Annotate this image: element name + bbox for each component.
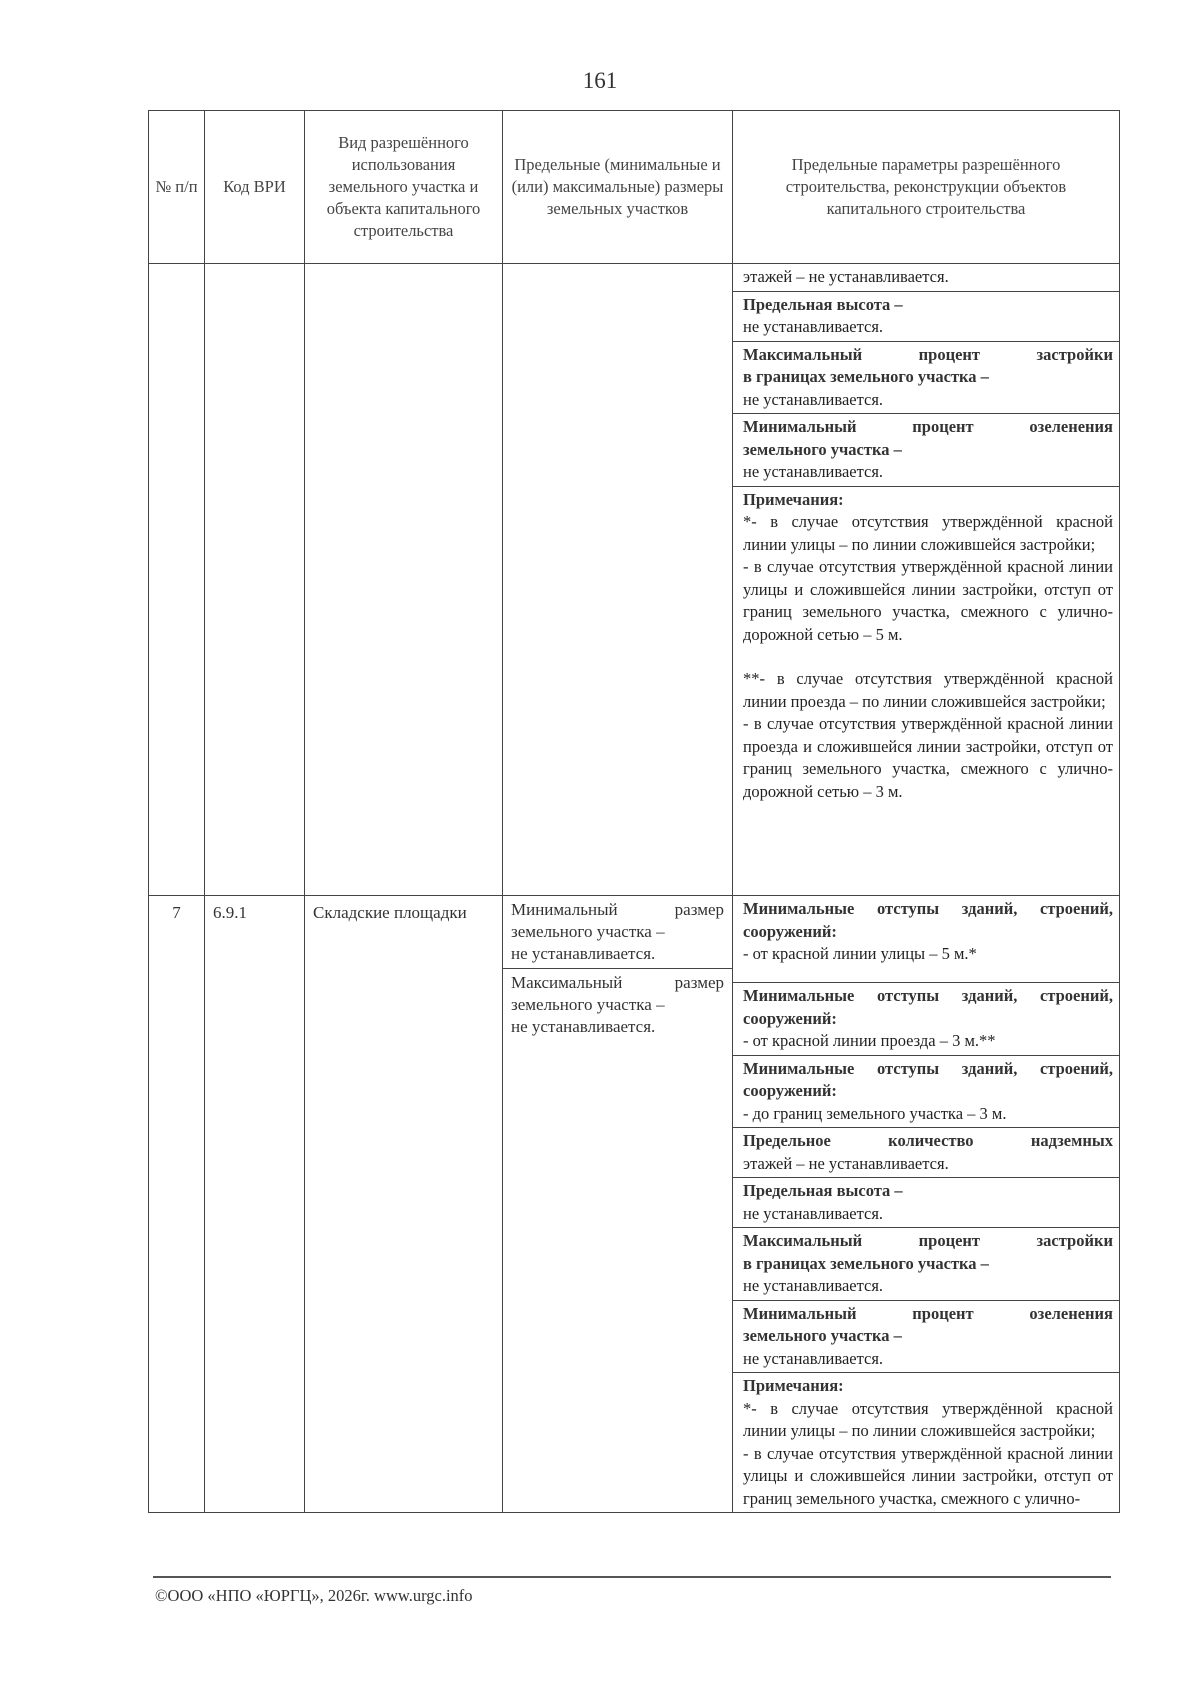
footer-divider <box>153 1576 1111 1578</box>
cell-empty-num <box>149 264 205 896</box>
param-max-height: Предельная высота – не устанавливается. <box>733 291 1119 341</box>
cell-parameters-row7 <box>733 896 1120 1513</box>
param-build-percent: Максимальный процент застройки в границах земельного участка – не устанавливается. <box>733 1227 1119 1300</box>
param-height: Предельная высота – не устанавливается. <box>733 1177 1119 1227</box>
cell-plot-sizes <box>503 896 733 1513</box>
header-number: № п/п <box>149 111 205 264</box>
header-plot-size: Предельные (минимальные и (или) максимальные) размеры земельных участков <box>503 111 733 264</box>
param-notes: Примечания: *- в случае отсутствия утверждённой красной линии улицы – по линии сложившейся застройки; - в случае отсутствия утверждённой красной линии улицы и сложившейся линии застройки, отступ от границ земельного участка, смежного с улично-дорожной сетью – 5 м. **- в случае отсутствия утверждённой красной линии проезда – по линии сложившейся застройки; - в случае отсутствия утверждённой красной линии проезда и сложившейся линии застройки, отступ от границ земельного участка, смежного с улично-дорожной сетью – 3 м. <box>733 486 1119 806</box>
cell-empty-size <box>503 264 733 896</box>
table-row-continued <box>149 264 1120 896</box>
header-parameters: Предельные параметры разрешённого строительства, реконструкции объектов капитального строительства <box>733 111 1120 264</box>
cell-row-number: 7 <box>149 896 205 1513</box>
header-use-type: Вид разрешённого использования земельного участка и объекта капитального строительства <box>305 111 503 264</box>
table-row-7 <box>149 896 1120 1513</box>
param-setback-boundary: Минимальные отступы зданий, строений, сооружений: - до границ земельного участка – 3 м. <box>733 1055 1119 1128</box>
cell-empty-use <box>305 264 503 896</box>
regulations-table <box>148 110 1120 1513</box>
cell-empty-code <box>205 264 305 896</box>
param-max-build-percent: Максимальный процент застройки в границах земельного участка – не устанавливается. <box>733 341 1119 414</box>
cell-vri-code: 6.9.1 <box>205 896 305 1513</box>
param-floors-tail: этажей – не устанавливается. <box>743 267 949 286</box>
max-plot-size: Максимальный размер земельного участка – не устанавливается. <box>503 968 732 1041</box>
min-plot-size: Минимальный размер земельного участка – не устанавливается. <box>511 900 724 963</box>
param-floors: Предельное количество надземных этажей – не устанавливается. <box>733 1127 1119 1177</box>
param-setback-passage: Минимальные отступы зданий, строений, сооружений: - от красной линии проезда – 3 м.** <box>733 982 1119 1055</box>
cell-parameters-continued <box>733 264 1120 896</box>
param-green-percent: Минимальный процент озеленения земельного участка – не устанавливается. <box>733 1300 1119 1373</box>
table-header-row <box>149 111 1120 264</box>
param-min-green-percent: Минимальный процент озеленения земельного участка – не устанавливается. <box>733 413 1119 486</box>
footer-copyright: ©ООО «НПО «ЮРГЦ», 2026г. www.urgc.info <box>155 1586 473 1605</box>
param-notes-row7: Примечания: *- в случае отсутствия утверждённой красной линии улицы – по линии сложившейся застройки; - в случае отсутствия утверждённой красной линии улицы и сложившейся линии застройки, отступ от границ земельного участка, смежного с улично- <box>733 1372 1119 1512</box>
cell-use-type: Складские площадки <box>305 896 503 1513</box>
param-setback-street: Минимальные отступы зданий, строений, сооружений: - от красной линии улицы – 5 м.* <box>743 899 1113 963</box>
header-code: Код ВРИ <box>205 111 305 264</box>
page-number: 161 <box>582 68 618 93</box>
